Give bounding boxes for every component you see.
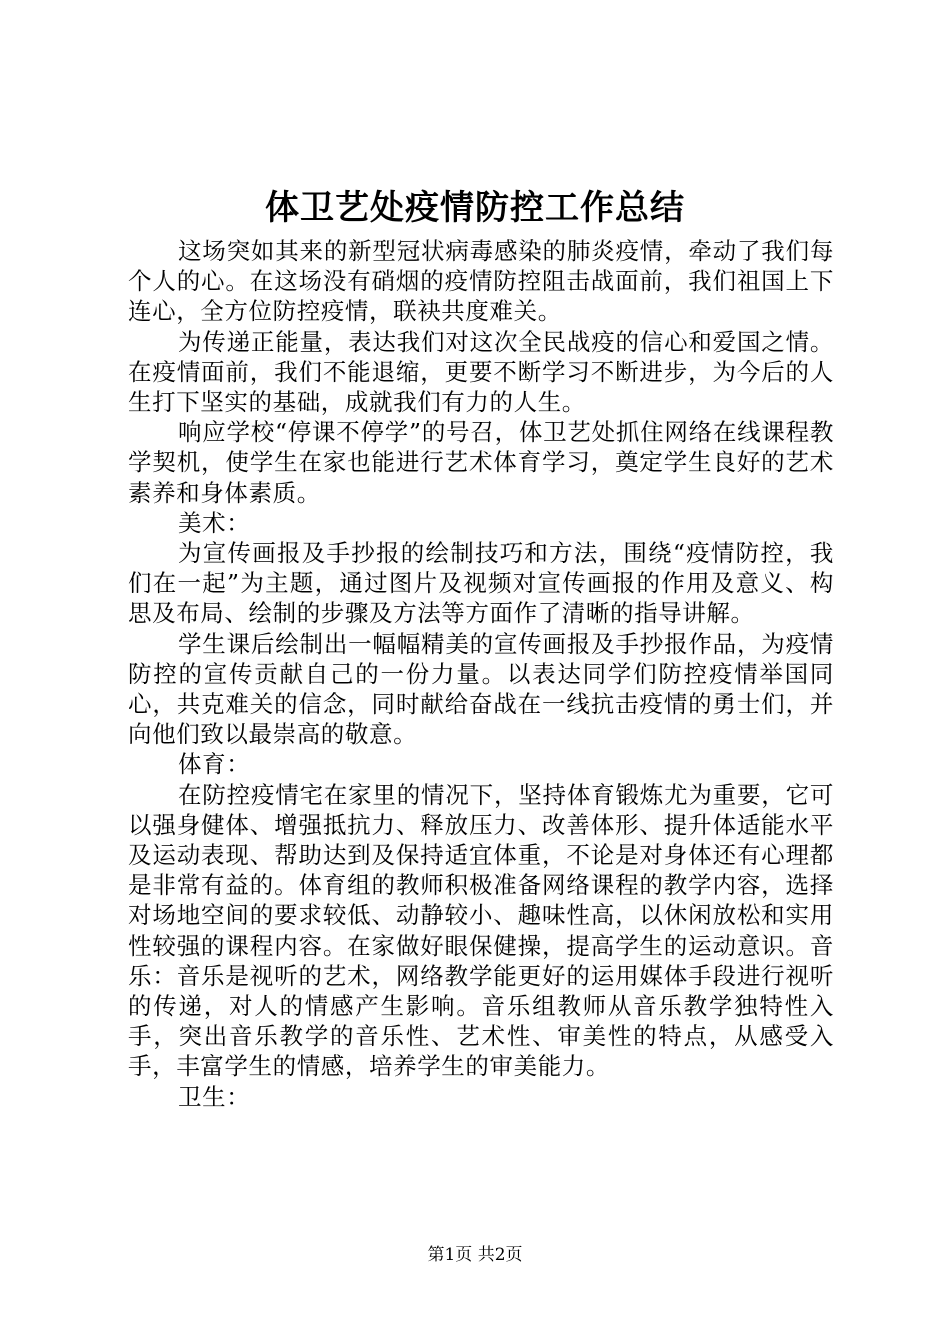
paragraph-intro: 这场突如其来的新型冠状病毒感染的肺炎疫情，牵动了我们每个人的心。在这场没有硝烟的疫情防控阻击战面前，我们祖国上下连心，全方位防控疫情，联袂共度难关。 (128, 237, 834, 326)
document-body (128, 236, 834, 1112)
section-heading-art: 美术： (178, 508, 251, 537)
paragraph-positive-energy: 为传递正能量，表达我们对这次全民战疫的信心和爱国之情。在疫情面前，我们不能退缩，更要不断学习不断进步，为今后的人生打下坚实的基础，成就我们有力的人生。 (128, 327, 834, 417)
document-title: 体卫艺处疫情防控工作总结 (265, 188, 685, 228)
paragraph-sports-music: 在防控疫情宅在家里的情况下，坚持体育锻炼尤为重要，它可以强身健体、增强抵抗力、释放压力、改善体形、提升体适能水平及运动表现、帮助达到及保持适宜体重，不论是对身体还有心理都是非常有益的。体育组的教师积极准备网络课程的教学内容，选择对场地空间的要求较低、动静较小、趣味性高，以休闲放松和实用性较强的课程内容。在家做好眼保健操，提高学生的运动意识。音乐：音乐是视听的艺术，网络教学能更好的运用媒体手段进行视听的传递，对人的情感产生影响。音乐组教师从音乐教学独特性入手，突出音乐教学的音乐性、艺术性、审美性的特点，从感受入手，丰富学生的情感，培养学生的审美能力。 (128, 780, 834, 1081)
paragraph-art-guidance: 为宣传画报及手抄报的绘制技巧和方法，围绕“疫情防控，我们在一起”为主题，通过图片及视频对宣传画报的作用及意义、构思及布局、绘制的步骤及方法等方面作了清晰的指导讲解。 (128, 539, 834, 628)
paragraph-art-works: 学生课后绘制出一幅幅精美的宣传画报及手抄报作品，为疫情防控的宣传贡献自己的一份力量。以表达同学们防控疫情举国同心，共克难关的信念，同时献给奋战在一线抗击疫情的勇士们，并向他们致以最崇高的敬意。 (128, 629, 834, 749)
page-number-footer: 第1页 共2页 (427, 1245, 523, 1265)
section-heading-health: 卫生： (178, 1082, 251, 1111)
section-heading-sports: 体育： (178, 750, 251, 779)
paragraph-response: 响应学校“停课不停学”的号召，体卫艺处抓住网络在线课程教学契机，使学生在家也能进行艺术体育学习，奠定学生良好的艺术素养和身体素质。 (128, 418, 834, 507)
